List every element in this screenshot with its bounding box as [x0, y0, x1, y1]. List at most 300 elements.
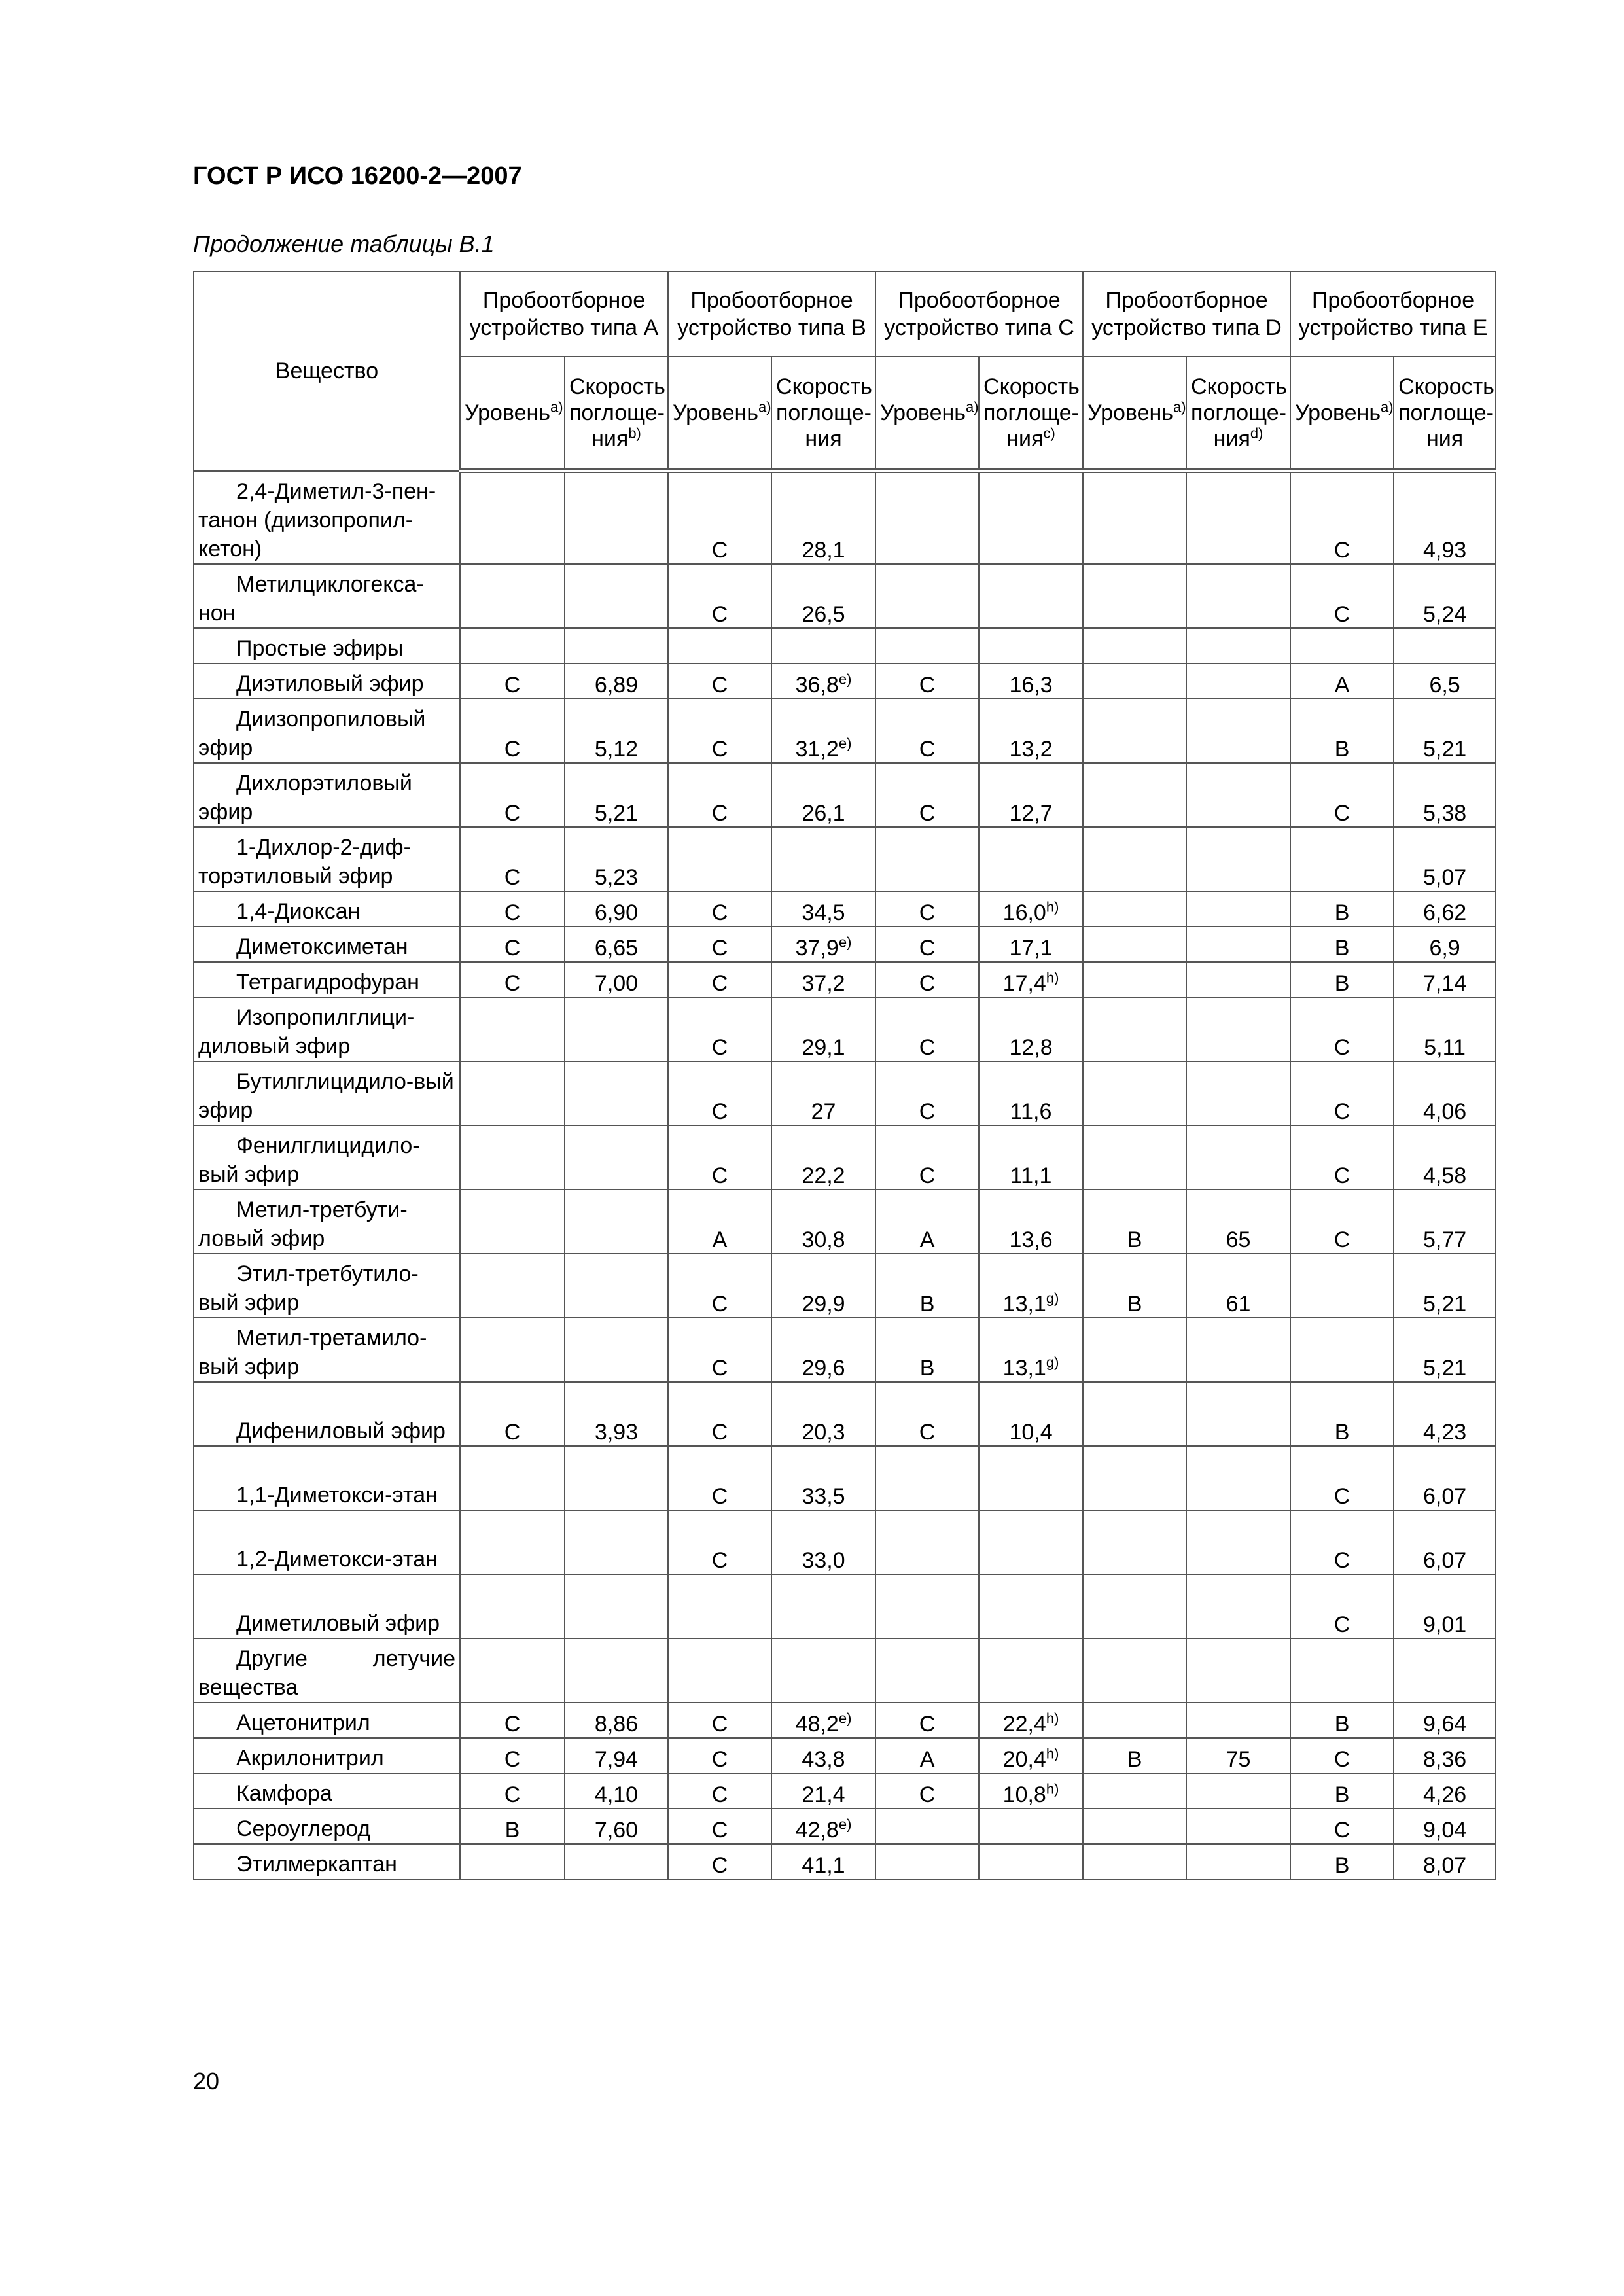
rate-cell	[565, 891, 668, 927]
rate-cell	[771, 1190, 875, 1254]
level-header-label: Уровень	[880, 400, 966, 425]
cell-value: 12,7	[1009, 800, 1053, 826]
cell-value: B	[1334, 1419, 1350, 1445]
cell-value: C	[1333, 1547, 1350, 1573]
rate-cell	[1186, 927, 1290, 962]
substance-name: Метил-третамило-вый эфир	[194, 1318, 460, 1382]
level-cell	[1290, 628, 1394, 663]
level-cell	[1083, 1809, 1186, 1844]
level-cell	[1083, 1844, 1186, 1879]
cell-value: C	[711, 1711, 728, 1737]
cell-value: C	[504, 672, 521, 698]
cell-value: B	[1334, 935, 1350, 961]
cell-value: 5,21	[1422, 1291, 1467, 1316]
footnote-mark: e)	[838, 1710, 852, 1727]
rate-cell	[1186, 1773, 1290, 1809]
rate-cell	[1186, 827, 1290, 891]
rate-cell	[771, 927, 875, 962]
rate-cell	[1186, 471, 1290, 564]
rate-cell	[1186, 1254, 1290, 1318]
page-number: 20	[193, 2068, 220, 2094]
substance-name: Ацетонитрил	[194, 1703, 460, 1738]
level-cell	[1290, 1318, 1394, 1382]
cell-value: C	[711, 537, 728, 563]
footnote-mark: h)	[1046, 898, 1059, 915]
table-row	[194, 1382, 1496, 1446]
rate-cell	[1394, 763, 1496, 827]
level-cell	[875, 663, 979, 699]
level-cell	[1083, 1773, 1186, 1809]
substance-name: Простые эфиры	[194, 628, 460, 663]
cell-value: 3,93	[594, 1419, 639, 1445]
cell-value: 37,2	[802, 970, 845, 996]
level-cell	[460, 1638, 565, 1703]
rate-cell	[1394, 1061, 1496, 1125]
device-header-4: Пробоотборное устройство типа E	[1290, 272, 1496, 357]
cell-value: 7,60	[594, 1817, 639, 1843]
cell-value: 22,4	[1002, 1711, 1046, 1737]
substance-name: Этилмеркаптан	[194, 1844, 460, 1879]
level-header	[1290, 357, 1394, 471]
level-footnote-mark: a)	[550, 398, 563, 415]
cell-value: 17,4	[1002, 970, 1046, 996]
cell-value: 13,6	[1009, 1227, 1053, 1252]
rate-cell	[979, 471, 1083, 564]
level-cell	[875, 471, 979, 564]
rate-cell	[979, 1190, 1083, 1254]
rate-cell	[1394, 564, 1496, 628]
substance-name: Фенилглицидило-вый эфир	[194, 1125, 460, 1190]
rate-cell	[1186, 1638, 1290, 1703]
rate-header	[771, 357, 875, 471]
cell-value: 4,10	[594, 1782, 639, 1807]
rate-cell	[979, 564, 1083, 628]
rate-cell	[1394, 1125, 1496, 1190]
level-header	[1083, 357, 1186, 471]
cell-value: 22,2	[802, 1163, 845, 1188]
level-cell	[1290, 1738, 1394, 1773]
rate-cell	[1186, 1382, 1290, 1446]
cell-value: C	[919, 1782, 936, 1807]
substance-name: 1,4-Диоксан	[194, 891, 460, 927]
rate-cell	[979, 1061, 1083, 1125]
cell-value: C	[919, 736, 936, 762]
rate-cell	[979, 1773, 1083, 1809]
rate-cell	[1186, 1318, 1290, 1382]
level-cell	[460, 1809, 565, 1844]
rate-cell	[1394, 1809, 1496, 1844]
level-cell	[875, 1190, 979, 1254]
rate-cell	[979, 827, 1083, 891]
cell-value: 61	[1226, 1291, 1251, 1316]
cell-value: 10,4	[1009, 1419, 1053, 1445]
rate-cell	[1186, 1446, 1290, 1510]
rate-cell	[1186, 1190, 1290, 1254]
substance-name: Этил-третбутило-вый эфир	[194, 1254, 460, 1318]
rate-cell	[565, 962, 668, 997]
cell-value: A	[919, 1227, 935, 1252]
level-cell	[875, 927, 979, 962]
level-cell	[1290, 1061, 1394, 1125]
level-cell	[1083, 827, 1186, 891]
level-cell	[668, 962, 771, 997]
cell-value: C	[504, 800, 521, 826]
cell-value: C	[504, 900, 521, 925]
substance-name: Диэтиловый эфир	[194, 663, 460, 699]
rate-cell	[1394, 1254, 1496, 1318]
level-cell	[460, 1773, 565, 1809]
level-cell	[1290, 564, 1394, 628]
level-footnote-mark: a)	[1173, 398, 1186, 415]
cell-value: C	[711, 800, 728, 826]
cell-value: B	[1334, 1711, 1350, 1737]
rate-cell	[565, 763, 668, 827]
table-row	[194, 997, 1496, 1061]
cell-value: 5,24	[1422, 601, 1467, 627]
level-cell	[460, 1703, 565, 1738]
cell-value: 21,4	[802, 1782, 845, 1807]
cell-value: 16,3	[1009, 672, 1053, 698]
cell-value: 20,4	[1002, 1746, 1046, 1772]
cell-value: 5,21	[594, 800, 639, 826]
rate-cell	[565, 1638, 668, 1703]
cell-value: C	[1333, 1099, 1350, 1124]
level-cell	[1083, 1638, 1186, 1703]
rate-cell	[1186, 1061, 1290, 1125]
cell-value: 7,94	[594, 1746, 639, 1772]
sorbent-uptake-table	[193, 271, 1496, 1880]
document-title: ГОСТ Р ИСО 16200-2—2007	[193, 162, 522, 190]
cell-value: 65	[1226, 1227, 1251, 1252]
substance-name: 2,4-Диметил-3-пен-танон (диизопропил-кетон)	[194, 471, 460, 564]
rate-cell	[771, 1638, 875, 1703]
substance-name: Другие летучие вещества	[194, 1638, 460, 1703]
rate-cell	[1186, 663, 1290, 699]
table-row	[194, 1703, 1496, 1738]
cell-value: C	[711, 970, 728, 996]
level-cell	[460, 1254, 565, 1318]
level-footnote-mark: a)	[758, 398, 771, 415]
cell-value: C	[1333, 800, 1350, 826]
level-cell	[1290, 1125, 1394, 1190]
table-row	[194, 699, 1496, 763]
level-cell	[875, 827, 979, 891]
level-cell	[668, 471, 771, 564]
cell-value: C	[711, 1163, 728, 1188]
level-cell	[875, 1382, 979, 1446]
rate-cell	[565, 1382, 668, 1446]
level-cell	[668, 699, 771, 763]
cell-value: 7,00	[594, 970, 639, 996]
rate-cell	[1186, 763, 1290, 827]
level-cell	[668, 1510, 771, 1574]
level-header-label: Уровень	[1087, 400, 1174, 425]
rate-cell	[1394, 1844, 1496, 1879]
cell-value: 16,0	[1002, 900, 1046, 925]
level-cell	[1083, 763, 1186, 827]
rate-cell	[565, 1125, 668, 1190]
cell-value: B	[504, 1817, 520, 1843]
level-header-label: Уровень	[465, 400, 550, 425]
substance-name: Метилциклогекса-нон	[194, 564, 460, 628]
cell-value: C	[919, 1419, 936, 1445]
cell-value: C	[711, 1355, 728, 1381]
rate-cell	[565, 471, 668, 564]
cell-value: 8,07	[1422, 1852, 1467, 1878]
cell-value: B	[1334, 736, 1350, 762]
level-cell	[460, 1318, 565, 1382]
rate-cell	[1394, 628, 1496, 663]
cell-value: 27	[811, 1099, 836, 1124]
cell-value: 4,23	[1422, 1419, 1467, 1445]
rate-cell	[565, 1844, 668, 1879]
rate-header-label: Скорость поглоще-ния	[569, 374, 665, 451]
level-cell	[1083, 927, 1186, 962]
level-cell	[875, 1574, 979, 1638]
rate-cell	[771, 1382, 875, 1446]
level-cell	[1290, 927, 1394, 962]
rate-cell	[565, 997, 668, 1061]
level-cell	[460, 927, 565, 962]
rate-cell	[1186, 1125, 1290, 1190]
table-row	[194, 471, 1496, 564]
rate-cell	[771, 1125, 875, 1190]
rate-cell	[1394, 1382, 1496, 1446]
level-cell	[460, 1844, 565, 1879]
rate-cell	[771, 1773, 875, 1809]
cell-value: 43,8	[802, 1746, 845, 1772]
rate-cell	[979, 1703, 1083, 1738]
level-header-label: Уровень	[673, 400, 758, 425]
rate-cell	[771, 1574, 875, 1638]
level-cell	[875, 628, 979, 663]
rate-cell	[771, 663, 875, 699]
rate-cell	[565, 827, 668, 891]
cell-value: 5,11	[1424, 1034, 1466, 1060]
level-cell	[668, 891, 771, 927]
table-row	[194, 1638, 1496, 1703]
cell-value: C	[711, 900, 728, 925]
rate-cell	[979, 1809, 1083, 1844]
cell-value: 11,1	[1010, 1163, 1052, 1188]
cell-value: 17,1	[1009, 935, 1053, 961]
cell-value: 33,5	[802, 1483, 845, 1509]
level-cell	[460, 699, 565, 763]
rate-cell	[771, 1061, 875, 1125]
level-cell	[668, 1703, 771, 1738]
device-header-0: Пробоотборное устройство типа A	[460, 272, 668, 357]
level-cell	[875, 997, 979, 1061]
cell-value: C	[919, 1711, 936, 1737]
cell-value: 7,14	[1422, 970, 1467, 996]
rate-cell	[1394, 827, 1496, 891]
cell-value: B	[919, 1355, 935, 1381]
substance-name: 1-Дихлор-2-диф-торэтиловый эфир	[194, 827, 460, 891]
table-row	[194, 891, 1496, 927]
rate-cell	[771, 628, 875, 663]
rate-cell	[565, 1446, 668, 1510]
rate-cell	[771, 1254, 875, 1318]
level-cell	[1290, 891, 1394, 927]
level-cell	[1083, 471, 1186, 564]
rate-cell	[771, 1703, 875, 1738]
level-cell	[668, 1190, 771, 1254]
rate-cell	[979, 1382, 1083, 1446]
cell-value: A	[1334, 672, 1350, 698]
rate-cell	[1186, 1510, 1290, 1574]
substance-name: Диизопропиловый эфир	[194, 699, 460, 763]
cell-value: B	[1334, 1782, 1350, 1807]
cell-value: C	[504, 1711, 521, 1737]
table-row	[194, 564, 1496, 628]
cell-value: C	[711, 601, 728, 627]
cell-value: 28,1	[802, 537, 845, 563]
level-footnote-mark: a)	[966, 398, 979, 415]
cell-value: B	[919, 1291, 935, 1316]
rate-cell	[1394, 1703, 1496, 1738]
cell-value: 9,01	[1422, 1612, 1467, 1637]
rate-cell	[771, 1809, 875, 1844]
level-cell	[1083, 1190, 1186, 1254]
rate-header-label: Скорость поглоще-ния	[1191, 374, 1287, 451]
cell-value: C	[711, 1817, 728, 1843]
rate-header-label: Скорость поглоще-ния	[983, 374, 1080, 451]
cell-value: 26,1	[802, 800, 845, 826]
level-cell	[875, 1638, 979, 1703]
level-cell	[1083, 891, 1186, 927]
level-cell	[668, 997, 771, 1061]
cell-value: 11,6	[1010, 1099, 1052, 1124]
table-row	[194, 1773, 1496, 1809]
level-cell	[460, 1190, 565, 1254]
rate-cell	[1186, 628, 1290, 663]
cell-value: B	[1127, 1227, 1142, 1252]
cell-value: 5,12	[594, 736, 639, 762]
cell-value: A	[919, 1746, 935, 1772]
level-cell	[1290, 1844, 1394, 1879]
cell-value: 8,36	[1422, 1746, 1467, 1772]
level-cell	[668, 564, 771, 628]
level-cell	[1083, 1446, 1186, 1510]
level-cell	[460, 1446, 565, 1510]
cell-value: 5,23	[594, 864, 639, 890]
rate-cell	[979, 1574, 1083, 1638]
cell-value: C	[504, 1419, 521, 1445]
rate-cell	[979, 1738, 1083, 1773]
cell-value: 20,3	[802, 1419, 845, 1445]
rate-header	[1186, 357, 1290, 471]
footnote-mark: e)	[838, 671, 852, 688]
footnote-mark: h)	[1046, 1710, 1059, 1727]
level-cell	[1290, 1638, 1394, 1703]
rate-cell	[771, 564, 875, 628]
rate-header-label: Скорость поглоще-ния	[776, 374, 872, 451]
level-cell	[668, 763, 771, 827]
rate-cell	[979, 962, 1083, 997]
level-cell	[875, 1254, 979, 1318]
level-cell	[1290, 1703, 1394, 1738]
level-cell	[1083, 1125, 1186, 1190]
cell-value: C	[711, 1746, 728, 1772]
substance-name: Акрилонитрил	[194, 1738, 460, 1773]
cell-value: C	[919, 1034, 936, 1060]
rate-header	[565, 357, 668, 471]
table-row	[194, 763, 1496, 827]
footnote-mark: g)	[1046, 1354, 1059, 1371]
cell-value: 42,8	[795, 1817, 839, 1843]
substance-name: Дихлорэтиловый эфир	[194, 763, 460, 827]
level-cell	[1290, 1510, 1394, 1574]
level-cell	[1290, 1190, 1394, 1254]
level-cell	[1290, 699, 1394, 763]
level-cell	[460, 997, 565, 1061]
cell-value: 13,2	[1009, 736, 1053, 762]
level-cell	[875, 699, 979, 763]
cell-value: 9,64	[1422, 1711, 1467, 1737]
footnote-mark: h)	[1046, 1745, 1059, 1762]
substance-name: Камфора	[194, 1773, 460, 1809]
cell-value: C	[711, 1483, 728, 1509]
level-cell	[460, 891, 565, 927]
level-cell	[668, 1061, 771, 1125]
cell-value: 41,1	[802, 1852, 845, 1878]
level-cell	[875, 1125, 979, 1190]
rate-cell	[1394, 927, 1496, 962]
table-row	[194, 1190, 1496, 1254]
cell-value: 4,06	[1422, 1099, 1467, 1124]
cell-value: C	[1333, 1612, 1350, 1637]
rate-footnote-mark: b)	[628, 425, 641, 442]
rate-cell	[979, 1446, 1083, 1510]
cell-value: 26,5	[802, 601, 845, 627]
level-cell	[875, 1738, 979, 1773]
rate-header	[1394, 357, 1496, 471]
rate-cell	[771, 1318, 875, 1382]
rate-cell	[979, 763, 1083, 827]
level-cell	[1083, 1738, 1186, 1773]
rate-cell	[979, 1844, 1083, 1879]
cell-value: 6,9	[1429, 935, 1460, 961]
table-row	[194, 827, 1496, 891]
level-cell	[668, 1254, 771, 1318]
level-cell	[1290, 1382, 1394, 1446]
level-cell	[460, 1574, 565, 1638]
level-cell	[1083, 1254, 1186, 1318]
level-cell	[1290, 1574, 1394, 1638]
level-cell	[1290, 663, 1394, 699]
level-cell	[668, 663, 771, 699]
rate-cell	[979, 1318, 1083, 1382]
cell-value: C	[919, 1099, 936, 1124]
substance-header-label: Вещество	[275, 358, 379, 383]
cell-value: C	[1333, 601, 1350, 627]
level-cell	[668, 1318, 771, 1382]
substance-name: 1,1-Диметокси-этан	[194, 1446, 460, 1510]
footnote-mark: h)	[1046, 969, 1059, 986]
cell-value: B	[1334, 970, 1350, 996]
cell-value: C	[919, 672, 936, 698]
level-header-label: Уровень	[1295, 400, 1381, 425]
rate-cell	[771, 1844, 875, 1879]
rate-cell	[979, 1125, 1083, 1190]
level-cell	[875, 564, 979, 628]
cell-value: 48,2	[795, 1711, 839, 1737]
rate-cell	[1186, 699, 1290, 763]
rate-header-label: Скорость поглоще-ния	[1398, 374, 1494, 451]
rate-cell	[565, 1773, 668, 1809]
level-cell	[460, 1738, 565, 1773]
level-header	[668, 357, 771, 471]
